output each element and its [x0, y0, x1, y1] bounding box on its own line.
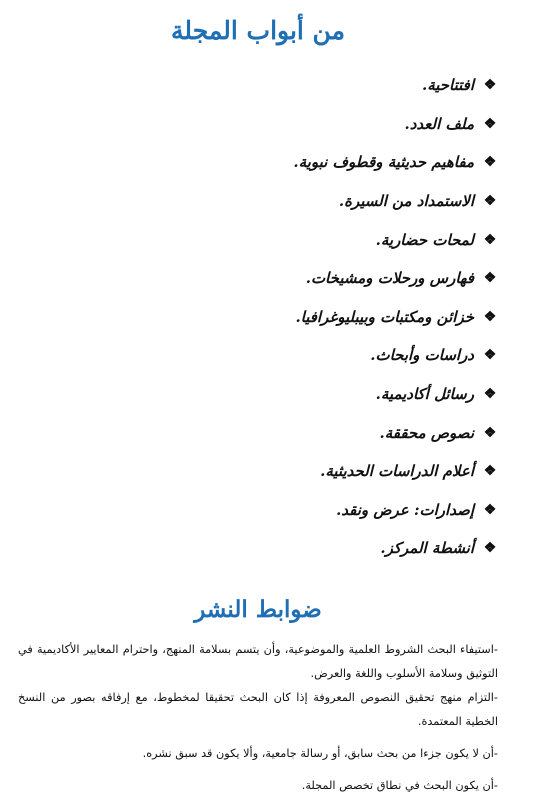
- section-label: الاستمداد من السيرة.: [338, 192, 474, 211]
- section-label: خزائن ومكتبات وبيبليوغرافيا.: [295, 307, 474, 326]
- list-item: [18, 375, 498, 414]
- list-item: [18, 182, 498, 221]
- section-label: نصوص محققة.: [379, 423, 474, 442]
- sections-list: [18, 66, 498, 568]
- diamond-bullet-icon: ❖: [483, 424, 497, 441]
- diamond-bullet-icon: ❖: [483, 501, 497, 518]
- list-item: [18, 491, 498, 530]
- section-label: لمحات حضارية.: [375, 230, 474, 249]
- list-item: [18, 413, 498, 452]
- diamond-bullet-icon: ❖: [483, 77, 497, 94]
- list-item: [18, 298, 498, 337]
- list-item: [18, 259, 498, 298]
- list-item: [18, 220, 498, 259]
- diamond-bullet-icon: ❖: [483, 386, 497, 403]
- rule-paragraph: -استيفاء البحث الشروط العلمية والموضوعية، وأن يتسم بسلامة المنهج، واحترام المعايير الأكاديمية في التوثيق وسلامة الأسلوب واللغة والعرض.: [18, 642, 498, 680]
- sections-heading: من أبواب المجلة: [171, 16, 345, 45]
- rule-paragraph: -أن لا يكون جزءا من بحث سابق، أو رسالة جامعية، وألا يكون قد سبق نشره.: [142, 746, 498, 760]
- rule-paragraph: -التزام منهج تحقيق النصوص المعروفة إذا كان البحث تحقيقا لمخطوط، مع إرفاقه بصور من النسخ الخطية المعتمدة.: [18, 690, 498, 728]
- diamond-bullet-icon: ❖: [483, 270, 497, 287]
- list-item: [18, 105, 498, 144]
- section-label: أعلام الدراسات الحديثية.: [320, 462, 474, 481]
- section-label: رسائل أكاديمية.: [375, 385, 474, 404]
- section-label: إصدارات: عرض ونقد.: [336, 500, 474, 519]
- list-item: [18, 66, 498, 105]
- diamond-bullet-icon: ❖: [483, 231, 497, 248]
- diamond-bullet-icon: ❖: [483, 154, 497, 171]
- section-label: مفاهيم حديثية وقطوف نبوية.: [293, 153, 474, 172]
- rule-paragraph: -أن يكون البحث في نطاق تخصص المجلة.: [301, 778, 498, 792]
- list-item: [18, 143, 498, 182]
- diamond-bullet-icon: ❖: [483, 463, 497, 480]
- list-item: [18, 452, 498, 491]
- list-item: [18, 529, 498, 568]
- diamond-bullet-icon: ❖: [483, 115, 497, 132]
- section-label: أنشطة المركز.: [380, 539, 474, 558]
- section-label: فهارس ورحلات ومشيخات.: [305, 269, 474, 288]
- section-label: افتتاحية.: [421, 76, 474, 95]
- diamond-bullet-icon: ❖: [483, 347, 497, 364]
- section-label: دراسات وأبحاث.: [370, 346, 474, 365]
- diamond-bullet-icon: ❖: [483, 193, 497, 210]
- diamond-bullet-icon: ❖: [483, 308, 497, 325]
- rules-text: [18, 638, 498, 798]
- list-item: [18, 336, 498, 375]
- section-label: ملف العدد.: [404, 114, 474, 133]
- diamond-bullet-icon: ❖: [483, 540, 497, 557]
- rules-heading: ضوابط النشر: [194, 595, 322, 623]
